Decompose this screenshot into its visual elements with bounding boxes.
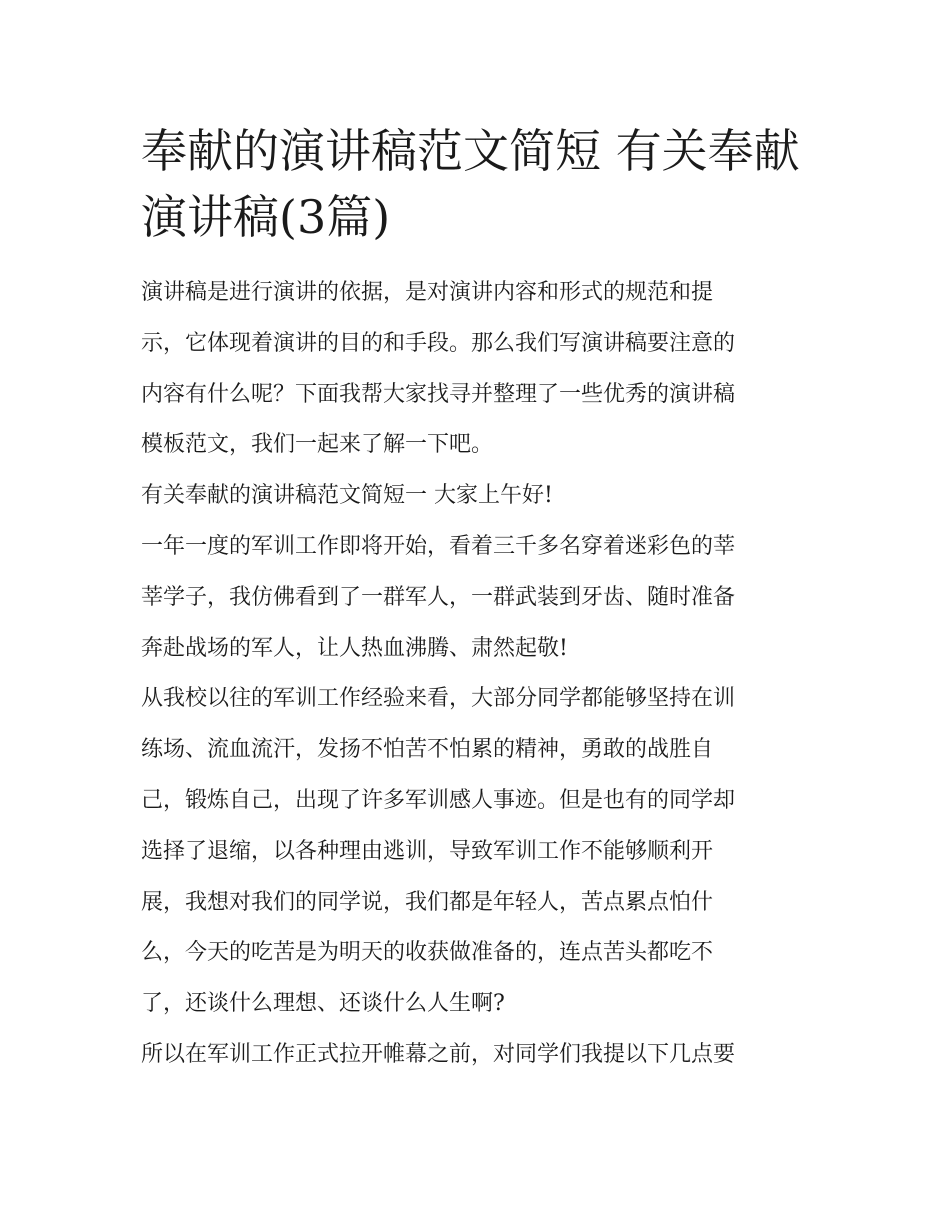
paragraph	[141, 1030, 813, 1081]
text-line: 示，它体现着演讲的目的和手段。那么我们写演讲稿要注意的	[141, 330, 736, 356]
document-body	[141, 268, 813, 1081]
document-title: 奉献的演讲稿范文简短 有关奉献演讲稿(3篇)	[141, 124, 800, 244]
text-line: 演讲稿是进行演讲的依据，是对演讲内容和形式的规范和提	[141, 280, 714, 305]
paragraph	[141, 471, 813, 522]
text-line: 选择了退缩，以各种理由逃训，导致军训工作不能够顺利开	[141, 838, 714, 864]
text-line: 己，锻炼自己，出现了许多军训感人事迹。但是也有的同学却	[141, 787, 736, 813]
text-line: 从我校以往的军训工作经验来看，大部分同学都能够坚持在训	[141, 686, 736, 712]
text-line: 么，今天的吃苦是为明天的收获做准备的，连点苦头都吃不	[141, 940, 714, 966]
text-line: 模板范文，我们一起来了解一下吧。	[141, 432, 494, 458]
text-line: 展，我想对我们的同学说，我们都是年轻人，苦点累点怕什	[141, 889, 714, 915]
paragraph	[141, 674, 813, 1030]
text-line: 内容有什么呢？下面我帮大家找寻并整理了一些优秀的演讲稿	[141, 381, 736, 407]
text-line: 了，还谈什么理想、还谈什么人生啊?	[141, 991, 505, 1017]
paragraph	[141, 522, 813, 674]
text-line: 莘学子，我仿佛看到了一群军人，一群武装到牙齿、随时准备	[141, 584, 736, 610]
text-line: 所以在军训工作正式拉开帷幕之前，对同学们我提以下几点要	[141, 1041, 736, 1067]
text-line: 一年一度的军训工作即将开始，看着三千多名穿着迷彩色的莘	[141, 533, 736, 559]
text-line: 奔赴战场的军人，让人热血沸腾、肃然起敬!	[141, 635, 568, 661]
text-line: 练场、流血流汗，发扬不怕苦不怕累的精神，勇敢的战胜自	[141, 737, 714, 763]
document-content	[141, 118, 813, 1081]
section-heading-line: 有关奉献的演讲稿范文简短一 大家上午好!	[141, 483, 553, 509]
paragraph	[141, 268, 813, 471]
